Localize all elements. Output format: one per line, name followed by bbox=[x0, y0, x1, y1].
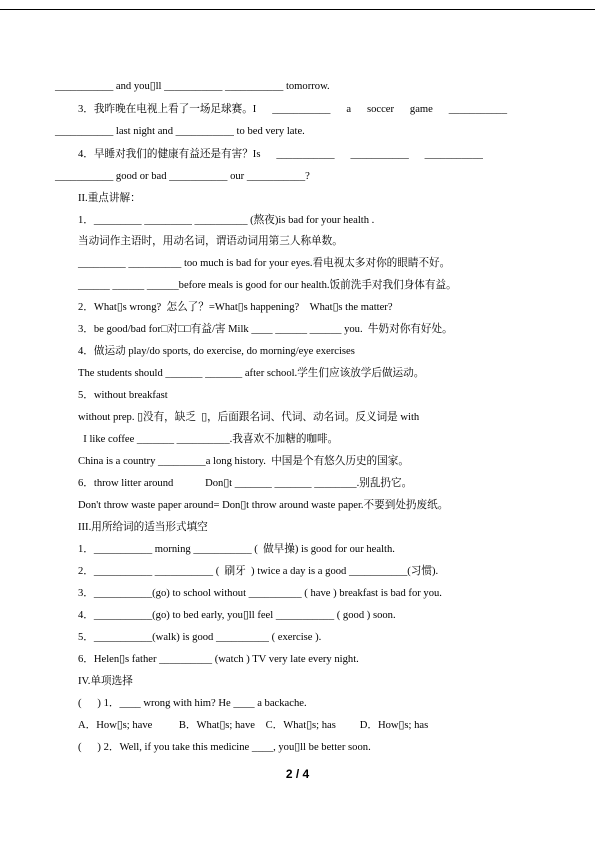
text-line: 4．做运动 play/do sports, do exercise, do morning/eye exercises bbox=[78, 346, 355, 357]
text-line: 3．___________(go) to school without __________ ( have ) breakfast is bad for you. bbox=[78, 588, 442, 599]
text-line: 3．我昨晚在电视上看了一场足球赛。I ___________ a soccer game ___________ bbox=[78, 104, 508, 115]
text-line: I like coffee _______ __________.我喜欢不加糖的咖啡。 bbox=[78, 434, 339, 445]
section-heading: II.重点讲解： bbox=[78, 193, 141, 204]
text-line: ______ ______ ______before meals is good for our health.饭前洗手对我们身体有益。 bbox=[78, 280, 457, 291]
page-number: 2 / 4 bbox=[285, 767, 310, 781]
text-line: 当动词作主语时，用动名词，谓语动词用第三人称单数。 bbox=[78, 236, 343, 247]
text-line: ___________ good or bad ___________ our ___________? bbox=[55, 171, 310, 182]
text-line: 6．Helen▯s father __________ (watch ) TV very late every night. bbox=[78, 654, 359, 665]
text-line: 2．___________ ___________ ( 刷牙 ) twice a day is a good ___________(习惯). bbox=[78, 566, 439, 577]
text-line: 1．___________ morning ___________ ( 做早操) is good for our health. bbox=[78, 544, 395, 555]
text-line: 3．be good/bad for□对□□有益/害 Milk ____ ______ ______ you. 牛奶对你有好处。 bbox=[78, 324, 453, 335]
question-line: ( ) 2．Well, if you take this medicine ____, you▯ll be better soon. bbox=[78, 742, 371, 753]
text-line: 6．throw litter around Don▯t _______ _______ ________.别乱扔它。 bbox=[78, 478, 413, 489]
text-line: 4．___________(go) to bed early, you▯ll feel ___________ ( good ) soon. bbox=[78, 610, 396, 621]
text-line: The students should _______ _______ after school.学生们应该放学后做运动。 bbox=[78, 368, 425, 379]
question-line: ( ) 1．____ wrong with him? He ____ a backache. bbox=[78, 698, 307, 709]
text-line: 2．What▯s wrong? 怎么了？=What▯s happening? What▯s the matter? bbox=[78, 302, 393, 313]
section-heading: IV.单项选择 bbox=[78, 676, 133, 687]
section-heading: III.用所给词的适当形式填空 bbox=[78, 522, 208, 533]
text-line: ___________ and you▯ll ___________ ___________ tomorrow. bbox=[55, 81, 330, 92]
text-line: ___________ last night and ___________ to bed very late. bbox=[55, 126, 305, 137]
text-line: 1．_________ _________ __________ (熬夜)is bad for your health . bbox=[78, 215, 375, 226]
text-line: 5．___________(walk) is good __________ ( exercise ). bbox=[78, 632, 322, 643]
answer-options: A．How▯s; have B．What▯s; have C．What▯s; has D．How▯s; has bbox=[78, 720, 429, 731]
text-line: _________ __________ too much is bad for your eyes.看电视太多对你的眼睛不好。 bbox=[78, 258, 451, 269]
text-line: 4．早睡对我们的健康有益还是有害？Is ___________ ___________ ___________ bbox=[78, 149, 483, 160]
header-rule bbox=[0, 9, 595, 10]
text-line: without prep. ▯没有，缺乏 ▯，后面跟名词、代词、动名词。反义词是 with bbox=[78, 412, 420, 423]
text-line: Don't throw waste paper around= Don▯t throw around waste paper.不要到处扔废纸。 bbox=[78, 500, 449, 511]
text-line: China is a country _________a long history. 中国是个有悠久历史的国家。 bbox=[78, 456, 409, 467]
text-line: 5．without breakfast bbox=[78, 390, 168, 401]
